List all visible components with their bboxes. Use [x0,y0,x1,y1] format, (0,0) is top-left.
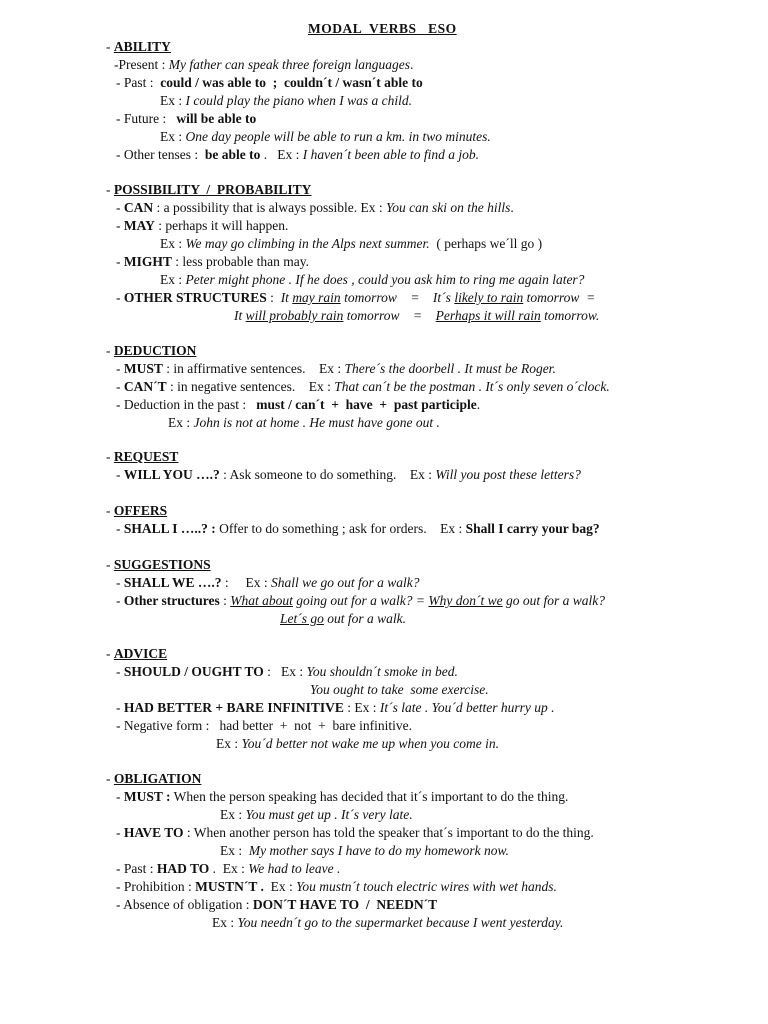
text-segment: MUST [123,361,163,376]
text-segment: - [106,557,114,572]
text-segment: - [116,254,124,269]
text-segment: MUSTN´T . [195,879,264,894]
text-segment: : Ex : [343,700,380,715]
text-segment: - [116,700,124,715]
text-segment: You needn´t go to the supermarket because I went yesterday. [237,915,564,930]
text-line [106,770,201,788]
text-segment: You shouldn´t smoke in bed. [306,664,458,679]
text-segment: : less probable than may. [171,254,309,269]
text-line [116,824,594,842]
text-segment: You ought to take some exercise. [310,682,489,697]
text-line [116,699,555,717]
section-heading: REQUEST [113,449,179,464]
text-line [116,788,568,806]
text-segment: Why don´t we [428,593,503,608]
section-heading: OFFERS [113,503,168,518]
text-segment: : perhaps it will happen. [154,218,289,233]
text-segment: MUST : [123,789,171,804]
text-segment: Peter might phone . If he does , could you ask him to ring me again later? [185,272,585,287]
text-segment: - [106,449,114,464]
text-line [116,289,595,307]
text-segment: MAY [123,218,155,233]
text-segment: - [116,593,124,608]
text-segment: : Ask someone to do something. Ex : [219,467,436,482]
text-segment: ( perhaps we´ll go ) [429,236,543,251]
text-line [116,592,605,610]
text-line [116,110,256,128]
text-line [106,181,311,199]
text-segment: be able to [204,147,261,162]
text-line [114,56,413,74]
text-segment: Ex : [216,736,242,751]
text-segment: It [280,290,293,305]
text-segment: : [266,290,281,305]
text-line [106,502,167,520]
text-line [116,146,479,164]
text-segment: SHOULD / OUGHT TO [123,664,264,679]
text-line [106,448,178,466]
text-segment: may rain [292,290,341,305]
text-segment: Ex : [160,129,186,144]
text-line [116,860,340,878]
text-segment: You can ski on the hills [386,200,511,215]
text-line [106,645,167,663]
text-segment: - [116,379,124,394]
text-segment: Ex : [220,807,246,822]
text-segment: Perhaps it will rain [435,308,541,323]
text-line [116,717,412,735]
text-segment: You must get up . It´s very late. [245,807,413,822]
text-segment: : Ex : [221,575,272,590]
text-segment: - [116,290,124,305]
text-segment: . Ex : [209,861,249,876]
text-segment: HAD BETTER + BARE INFINITIVE [123,700,344,715]
text-segment: - [116,218,124,233]
text-segment: There´s the doorbell . It must be Roger. [344,361,556,376]
text-segment: - [116,825,124,840]
text-line [212,914,563,932]
text-segment: : a possibility that is always possible. Ex : [153,200,386,215]
text-segment: tomorrow = [523,290,596,305]
text-segment: - [116,664,124,679]
text-segment: - [116,521,124,536]
text-segment: MIGHT [123,254,172,269]
text-segment: . [510,200,514,215]
text-segment: - Other tenses : [116,147,205,162]
text-segment: - [106,503,114,518]
text-line [116,199,514,217]
text-line [116,663,458,681]
text-segment: You mustn´t touch electric wires with wet hands. [296,879,557,894]
text-segment: DON´T HAVE TO / NEEDN´T [252,897,438,912]
text-segment: HAVE TO [123,825,184,840]
text-segment: . Ex : [260,147,303,162]
text-segment: OTHER STRUCTURES [123,290,267,305]
text-line [106,556,211,574]
text-segment: - Past : [116,75,161,90]
text-line [116,378,610,396]
text-line [106,342,196,360]
text-segment: must / can´t + have + past participle [256,397,477,412]
text-segment: - [116,789,124,804]
text-segment: - [106,39,114,54]
text-segment: We may go climbing in the Alps next summer. [185,236,430,251]
text-line [116,878,557,896]
text-segment: - [106,646,114,661]
text-segment: -Present : [114,57,169,72]
text-segment: Ex : [160,272,186,287]
text-segment: My mother says I have to do my homework now. [248,843,509,858]
text-segment: go out for a walk? [502,593,605,608]
text-segment: SHALL I …..? : [123,521,216,536]
text-segment: . [409,57,414,72]
text-segment: Shall I carry your bag? [465,521,600,536]
text-segment: tomorrow = It´s [340,290,455,305]
text-segment: CAN´T [123,379,167,394]
text-line [160,235,542,253]
text-segment: SHALL WE ….? [123,575,222,590]
text-segment: I haven´t been able to find a job. [302,147,479,162]
section-heading: OBLIGATION [113,771,202,786]
text-segment: It´s late . You´d better hurry up . [379,700,555,715]
text-segment: : in negative sentences. Ex : [166,379,335,394]
section-heading: SUGGESTIONS [113,557,211,572]
text-segment: That can´t be the postman . It´s only seven o´clock. [334,379,610,394]
text-line [234,307,599,325]
text-segment: - [106,182,114,197]
text-segment: Ex : [160,93,186,108]
text-segment: going out for a walk? = [292,593,429,608]
text-segment: - [106,771,114,786]
text-segment: - Deduction in the past : [116,397,257,412]
text-line [116,574,420,592]
text-segment: Shall we go out for a walk? [271,575,420,590]
text-line [116,74,423,92]
text-segment: - Past : [116,861,157,876]
text-segment: could / was able to ; couldn´t / wasn´t able to [160,75,423,90]
text-segment: : When another person has told the speaker that´s important to do the thing. [183,825,594,840]
text-line [220,806,413,824]
text-segment: One day people will be able to run a km. in two minutes. [185,129,491,144]
text-segment: - [116,575,124,590]
text-segment: Ex : [212,915,238,930]
text-segment: My father can speak three foreign languages [168,57,410,72]
section-heading: ADVICE [113,646,168,661]
text-line [116,520,600,538]
text-line [160,271,584,289]
text-segment: likely to rain [454,290,524,305]
text-segment: Let´s go [280,611,324,626]
text-line [310,681,489,699]
text-line [160,128,491,146]
text-segment: Ex : [160,236,186,251]
text-line [116,466,581,484]
text-segment: : in affirmative sentences. Ex : [162,361,345,376]
text-line [106,38,171,56]
text-segment: - [116,467,124,482]
text-segment: John is not at home . He must have gone out . [193,415,440,430]
text-segment: - Absence of obligation : [116,897,253,912]
section-heading: DEDUCTION [113,343,197,358]
text-line [160,92,412,110]
text-segment: - Prohibition : [116,879,196,894]
text-segment: What about [230,593,293,608]
text-segment: Other structures [123,593,220,608]
section-heading: POSSIBILITY / PROBABILITY [113,182,312,197]
text-line [280,610,406,628]
text-line [116,896,437,914]
text-segment: CAN [123,200,154,215]
text-segment: : [219,593,231,608]
text-segment: It [234,308,246,323]
text-segment: Ex : [263,879,297,894]
page-title [308,20,457,38]
text-line [116,396,480,414]
section-heading: ABILITY [113,39,171,54]
text-segment: tomorrow. [540,308,600,323]
text-segment: Will you post these letters? [435,467,581,482]
text-segment: MODAL VERBS ESO [308,21,457,36]
text-segment: - [116,361,124,376]
text-segment: When the person speaking has decided that it´s important to do the thing. [170,789,569,804]
text-segment: . [476,397,481,412]
text-segment: I could play the piano when I was a child. [185,93,412,108]
text-segment: out for a walk. [323,611,407,626]
text-segment: will be able to [176,111,257,126]
text-line [216,735,499,753]
text-line [116,217,288,235]
text-line [116,253,309,271]
text-line [220,842,509,860]
text-segment: - Future : [116,111,177,126]
text-segment: Offer to do something ; ask for orders. Ex : [215,521,466,536]
text-segment: You´d better not wake me up when you come in. [241,736,499,751]
text-segment: We had to leave . [248,861,341,876]
text-segment: Ex : [168,415,194,430]
text-segment: WILL YOU ….? [123,467,220,482]
text-segment: will probably rain [245,308,344,323]
text-segment: : Ex : [263,664,307,679]
text-line [116,360,556,378]
text-segment: Ex : [220,843,249,858]
text-segment: - [106,343,114,358]
text-segment: tomorrow = [343,308,436,323]
text-segment: HAD TO [156,861,210,876]
text-segment: - Negative form : had better + not + bare infinitive. [116,718,413,733]
text-segment: - [116,200,124,215]
text-line [168,414,440,432]
